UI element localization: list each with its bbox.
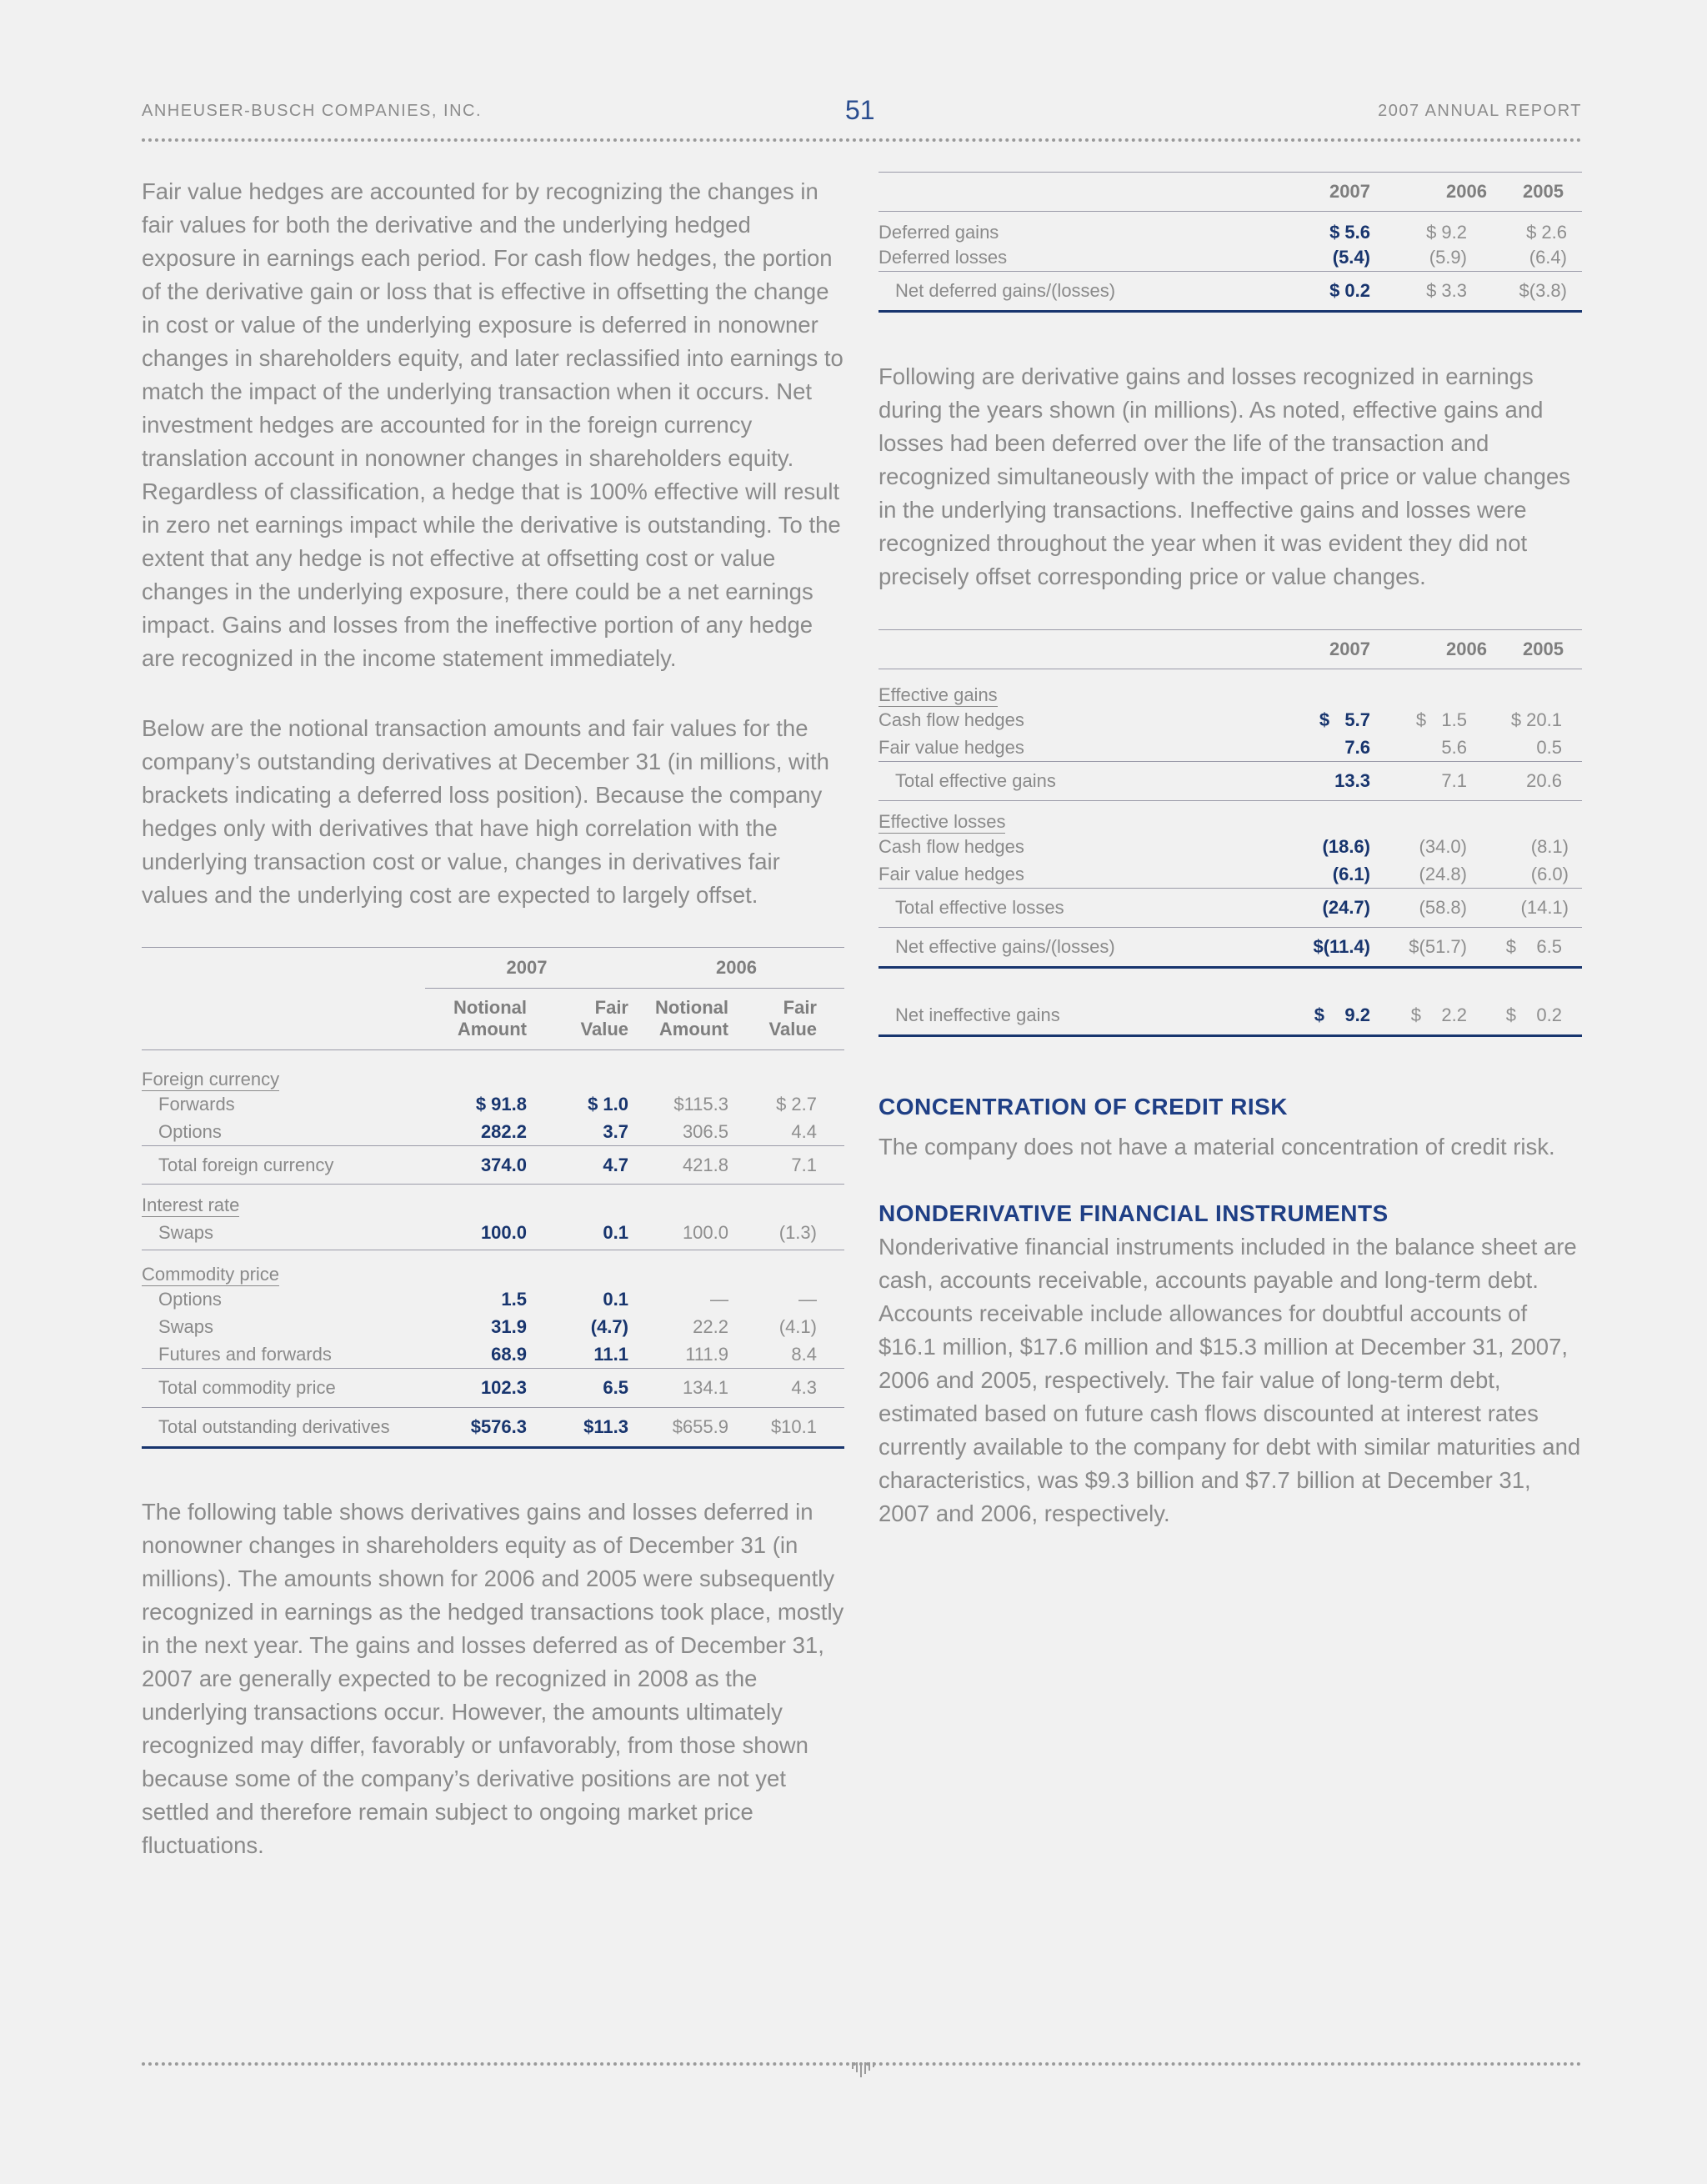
table-row: Deferred losses (5.4) (5.9) (6.4) bbox=[879, 246, 1567, 268]
nonderivative-heading: NONDERIVATIVE FINANCIAL INSTRUMENTS bbox=[879, 1200, 1389, 1226]
table-row: Cash flow hedges $ 5.7 $ 1.5 $ 20.1 bbox=[879, 709, 1562, 730]
year-header: 2005 bbox=[1523, 639, 1564, 659]
deferred-gains-table bbox=[879, 172, 1582, 313]
footer-mark-icon bbox=[851, 2062, 876, 2081]
table-row: Options 282.2 3.7 306.5 4.4 bbox=[158, 1120, 817, 1142]
section-effective-losses: Effective losses bbox=[879, 811, 1006, 832]
fair-value-hedges-paragraph: Fair value hedges are accounted for by recognizing the changes in fair values for both the derivative and the underlying hedged exposure in earnings each period. For cash flow hedges, the portion of the derivative gain or loss that is effective in offsetting the change in cost or value of the underlying exposure is deferred in nonowner changes in shareholders equity, and later reclassified into earnings to match the impact of the underlying transaction when it occurs. Net investment hedges are accounted for in the foreign currency translation account in nonowner changes in shareholders equity. Regardless of classification, a hedge that is 100% effective will result in zero net earnings impact while the derivative is outstanding. To the extent that any hedge is not effective at offsetting cost or value changes in the underlying exposure, there could be a net earnings impact. Gains and losses from the ineffective portion of any hedge are recognized in the income statement immediately. bbox=[142, 178, 843, 671]
company-name: ANHEUSER-BUSCH COMPANIES, INC. bbox=[142, 102, 483, 120]
recognized-gains-paragraph: Following are derivative gains and losses recognized in earnings during the years shown (in millions). As noted, effective gains and losses had been deferred over the life of the transaction and recognized simultaneously with the impact of price or value changes in the underlying transactions. Ineffective gains and losses were recognized throughout the year when it was evident they did not precisely offset corresponding price or value changes. bbox=[879, 363, 1571, 589]
credit-risk-heading: CONCENTRATION OF CREDIT RISK bbox=[879, 1094, 1289, 1120]
table-row: Deferred gains $ 5.6 $ 9.2 $ 2.6 bbox=[879, 222, 1567, 243]
table-row: Fair value hedges 7.6 5.6 0.5 bbox=[879, 736, 1562, 758]
net-effective-row: Net effective gains/(losses) $(11.4) $(51.7) $ 6.5 bbox=[879, 928, 1582, 968]
report-title: 2007 ANNUAL REPORT bbox=[1378, 102, 1582, 120]
notional-amounts-paragraph: Below are the notional transaction amounts and fair values for the company’s outstanding derivatives at December 31 (in millions, with brackets indicating a deferred loss position). Because the company hedges only with derivatives that have high correlation with the underlying transaction cost or value, changes in derivatives fair values and the underlying cost are expected to largely offset. bbox=[142, 715, 829, 908]
year-header: 2007 bbox=[1329, 181, 1370, 202]
year-2006-header: 2006 bbox=[628, 948, 844, 989]
deferred-gains-paragraph: The following table shows derivatives gains and losses deferred in nonowner changes in shareholders equity as of December 31 (in millions). The amounts shown for 2006 and 2005 were subsequently recognized in earnings as the hedged transactions took place, mostly in the next year. The gains and losses deferred as of December 31, 2007 are generally expected to be recognized in 2008 as the underlying transactions occur. However, the amounts ultimately recognized may differ, favorably or unfavorably, from those shown because some of the company’s derivative positions are not yet settled and therefore remain subject to ongoing market price fluctuations. bbox=[142, 1499, 844, 1858]
section-commodity-price: Commodity price bbox=[142, 1264, 280, 1285]
table-row: Swaps 31.9 (4.7) 22.2 (4.1) bbox=[158, 1315, 817, 1337]
table-row: Forwards $ 91.8 $ 1.0 $115.3 $ 2.7 bbox=[158, 1093, 817, 1115]
notional-amount-header-2006: Notional Amount bbox=[655, 997, 728, 1040]
year-header: 2007 bbox=[1329, 639, 1370, 659]
fair-value-header-2006: Fair Value bbox=[768, 997, 817, 1040]
total-row: Total commodity price 102.3 6.5 134.1 4.3 bbox=[142, 1369, 844, 1408]
table-row: Fair value hedges (6.1) (24.8) (6.0) bbox=[879, 863, 1569, 884]
header-divider bbox=[142, 138, 1582, 142]
section-foreign-currency: Foreign currency bbox=[142, 1069, 280, 1089]
notional-amount-header-2007: Notional Amount bbox=[453, 997, 527, 1040]
total-row: Total effective gains 13.3 7.1 20.6 bbox=[879, 762, 1582, 801]
table-row: Swaps 100.0 0.1 100.0 (1.3) bbox=[142, 1216, 844, 1250]
year-2007-header: 2007 bbox=[425, 948, 628, 989]
nonderivative-paragraph: Nonderivative financial instruments included in the balance sheet are cash, accounts receivable, accounts payable and long-term debt. Accounts receivable include allowances for doubtful accounts of $16.1 million, $17.6 million and $15.3 million at December 31, 2007, 2006 and 2005, respectively. The fair value of long-term debt, estimated based on future cash flows discounted at interest rates currently available to the company for debt with similar maturities and characteristics, was $9.3 billion and $7.7 billion at December 31, 2007 and 2006, respectively. bbox=[879, 1234, 1581, 1526]
total-row: Total effective losses (24.7) (58.8) (14.1) bbox=[879, 889, 1582, 928]
credit-risk-paragraph: The company does not have a material concentration of credit risk. bbox=[879, 1134, 1555, 1160]
total-row: Net deferred gains/(losses) $ 0.2 $ 3.3 $(3.8) bbox=[879, 272, 1582, 312]
year-header: 2006 bbox=[1446, 181, 1487, 202]
table-row: Cash flow hedges (18.6) (34.0) (8.1) bbox=[879, 835, 1569, 857]
table-row: Options 1.5 0.1 — — bbox=[158, 1288, 817, 1310]
recognized-gains-losses-table bbox=[879, 629, 1582, 1037]
table-row: Futures and forwards 68.9 11.1 111.9 8.4 bbox=[158, 1343, 817, 1365]
year-header: 2006 bbox=[1446, 639, 1487, 659]
fair-value-header-2007: Fair Value bbox=[580, 997, 628, 1040]
net-ineffective-row: Net ineffective gains $ 9.2 $ 2.2 $ 0.2 bbox=[879, 996, 1582, 1036]
section-effective-gains: Effective gains bbox=[879, 684, 998, 705]
total-row: Total foreign currency 374.0 4.7 421.8 7.1 bbox=[142, 1146, 844, 1185]
grand-total-row: Total outstanding derivatives $576.3 $11.3 $655.9 $10.1 bbox=[142, 1408, 844, 1448]
section-interest-rate: Interest rate bbox=[142, 1195, 240, 1215]
notional-fair-value-table bbox=[142, 947, 844, 1449]
page-number: 51 bbox=[845, 95, 875, 125]
year-header: 2005 bbox=[1523, 181, 1564, 202]
